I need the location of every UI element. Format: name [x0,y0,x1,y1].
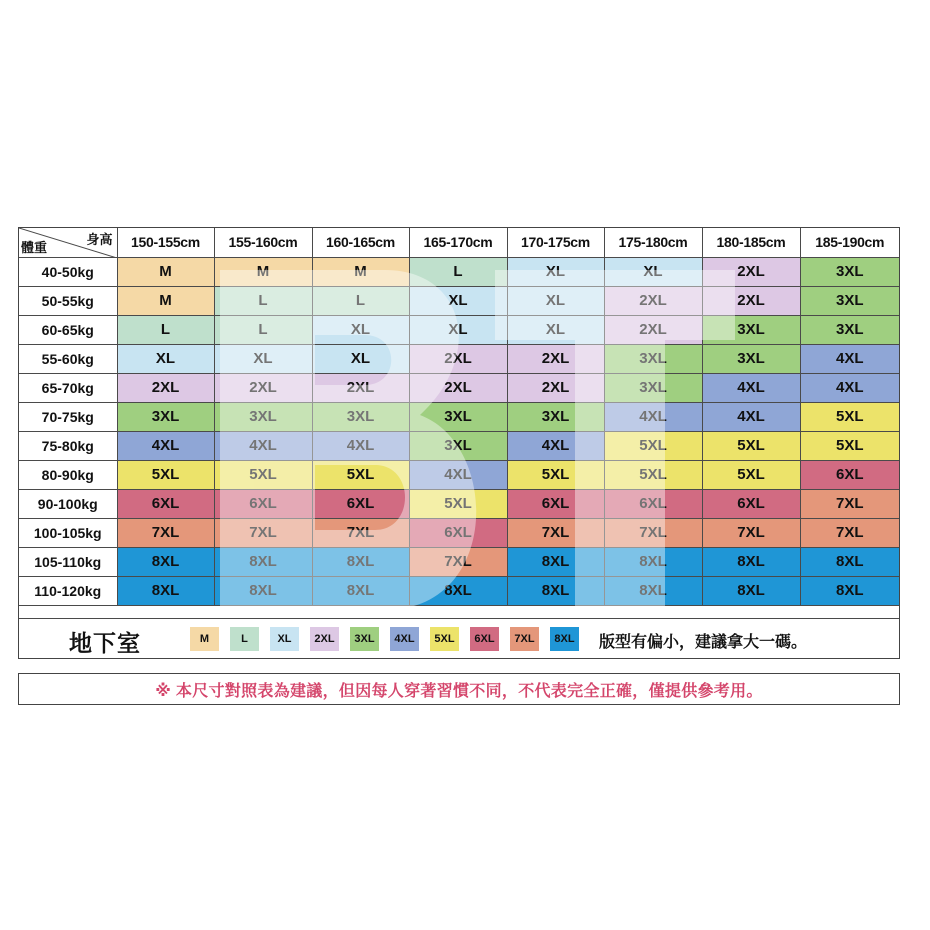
size-cell: 3XL [800,315,899,344]
size-cell: 8XL [507,547,604,576]
weight-label: 55-60kg [19,344,117,373]
size-cell: 3XL [507,402,604,431]
size-cell: 6XL [604,489,702,518]
weight-label: 75-80kg [19,431,117,460]
size-cell: 8XL [312,547,409,576]
size-cell: 5XL [800,431,899,460]
size-cell: 7XL [800,518,899,547]
size-cell: 8XL [702,576,800,605]
table-row [19,489,899,518]
height-axis-label: 身高 [86,232,113,247]
table-row [19,344,899,373]
size-cell: 6XL [312,489,409,518]
size-cell: 7XL [409,547,507,576]
size-cell: 4XL [604,402,702,431]
size-cell: 5XL [214,460,312,489]
height-header: 175-180cm [604,228,702,257]
size-cell: 8XL [117,547,214,576]
size-cell: 7XL [702,518,800,547]
size-cell: 5XL [702,431,800,460]
size-cell: 3XL [702,344,800,373]
size-cell: 4XL [507,431,604,460]
size-cell: 3XL [117,402,214,431]
corner-header [19,228,117,257]
size-cell: 5XL [409,489,507,518]
legend-note: 版型有偏小，建議拿大一碼。 [599,634,808,651]
size-cell: 4XL [800,344,899,373]
height-header: 170-175cm [507,228,604,257]
size-cell: 5XL [702,460,800,489]
size-cell: 3XL [409,431,507,460]
size-cell: 3XL [800,257,899,286]
size-cell: 3XL [214,402,312,431]
size-cell: 3XL [702,315,800,344]
weight-label: 100-105kg [19,518,117,547]
size-cell: 8XL [800,576,899,605]
size-cell: 2XL [702,257,800,286]
size-cell: XL [409,315,507,344]
size-cell: 2XL [604,315,702,344]
size-cell: L [214,286,312,315]
size-cell: 8XL [117,576,214,605]
size-cell: 7XL [604,518,702,547]
size-cell: XL [507,257,604,286]
size-cell: 7XL [507,518,604,547]
legend-swatch: 6XL [470,627,499,651]
size-cell: XL [312,344,409,373]
weight-label: 110-120kg [19,576,117,605]
table-row [19,576,899,605]
weight-label: 50-55kg [19,286,117,315]
size-cell: XL [312,315,409,344]
size-cell: 5XL [312,460,409,489]
size-cell: 7XL [800,489,899,518]
legend-swatch: L [230,627,259,651]
size-cell: L [117,315,214,344]
size-cell: 4XL [800,373,899,402]
size-cell: 2XL [117,373,214,402]
height-header: 185-190cm [800,228,899,257]
size-cell: 3XL [312,402,409,431]
size-cell: XL [117,344,214,373]
size-cell: 2XL [312,373,409,402]
size-legend [19,618,899,659]
legend-swatches [190,627,579,651]
weight-label: 60-65kg [19,315,117,344]
height-header: 150-155cm [117,228,214,257]
size-cell: 2XL [409,344,507,373]
size-cell: 5XL [117,460,214,489]
header-row [19,228,899,257]
size-cell: 7XL [312,518,409,547]
size-chart [18,227,900,659]
size-cell: 8XL [800,547,899,576]
height-header: 160-165cm [312,228,409,257]
size-cell: 8XL [214,576,312,605]
table-row [19,257,899,286]
size-cell: 8XL [409,576,507,605]
size-cell: 2XL [507,373,604,402]
legend-swatch: 4XL [390,627,419,651]
table-row [19,547,899,576]
height-header: 155-160cm [214,228,312,257]
size-cell: 4XL [702,402,800,431]
size-cell: 7XL [214,518,312,547]
size-cell: 8XL [702,547,800,576]
size-cell: 5XL [604,460,702,489]
table-row [19,315,899,344]
size-cell: 7XL [117,518,214,547]
height-header: 165-170cm [409,228,507,257]
size-cell: 8XL [507,576,604,605]
size-cell: XL [507,315,604,344]
weight-label: 80-90kg [19,460,117,489]
size-cell: L [409,257,507,286]
legend-swatch: 5XL [430,627,459,651]
size-cell: M [312,257,409,286]
size-cell: 6XL [117,489,214,518]
legend-swatch: 2XL [310,627,339,651]
size-cell: L [312,286,409,315]
size-cell: 2XL [409,373,507,402]
size-cell: 3XL [604,344,702,373]
weight-axis-label: 體重 [21,239,48,255]
size-cell: 8XL [214,547,312,576]
size-cell: 6XL [702,489,800,518]
size-cell: M [117,286,214,315]
size-cell: 6XL [214,489,312,518]
table-row [19,460,899,489]
size-cell: 4XL [409,460,507,489]
size-cell: 8XL [604,547,702,576]
legend-swatch: 8XL [550,627,579,651]
size-cell: 6XL [800,460,899,489]
weight-label: 70-75kg [19,402,117,431]
size-cell: 5XL [800,402,899,431]
size-cell: 6XL [409,518,507,547]
size-cell: M [117,257,214,286]
size-cell: 8XL [604,576,702,605]
size-cell: 4XL [702,373,800,402]
table-row [19,286,899,315]
size-cell: 2XL [604,286,702,315]
disclaimer-notice: ※ 本尺寸對照表為建議，但因每人穿著習慣不同，不代表完全正確，僅提供參考用。 [18,673,900,705]
table-row [19,373,899,402]
size-cell: 3XL [604,373,702,402]
size-cell: 4XL [214,431,312,460]
weight-label: 40-50kg [19,257,117,286]
table-row [19,518,899,547]
size-cell: 8XL [312,576,409,605]
size-cell: 3XL [409,402,507,431]
legend-swatch: 7XL [510,627,539,651]
weight-label: 65-70kg [19,373,117,402]
size-cell: XL [507,286,604,315]
size-cell: 5XL [604,431,702,460]
legend-swatch: 3XL [350,627,379,651]
height-header: 180-185cm [702,228,800,257]
size-cell: 2XL [507,344,604,373]
size-cell: 5XL [507,460,604,489]
size-cell: XL [409,286,507,315]
legend-swatch: M [190,627,219,651]
size-cell: L [214,315,312,344]
legend-title: 地下室 [69,630,141,656]
weight-label: 105-110kg [19,547,117,576]
table-body [19,257,899,605]
size-cell: M [214,257,312,286]
size-cell: 3XL [800,286,899,315]
size-cell: 2XL [214,373,312,402]
size-table [19,228,899,606]
size-cell: XL [214,344,312,373]
weight-label: 90-100kg [19,489,117,518]
size-cell: 6XL [507,489,604,518]
size-cell: XL [604,257,702,286]
size-cell: 2XL [702,286,800,315]
size-cell: 4XL [117,431,214,460]
legend-swatch: XL [270,627,299,651]
size-cell: 4XL [312,431,409,460]
table-row [19,402,899,431]
table-row [19,431,899,460]
